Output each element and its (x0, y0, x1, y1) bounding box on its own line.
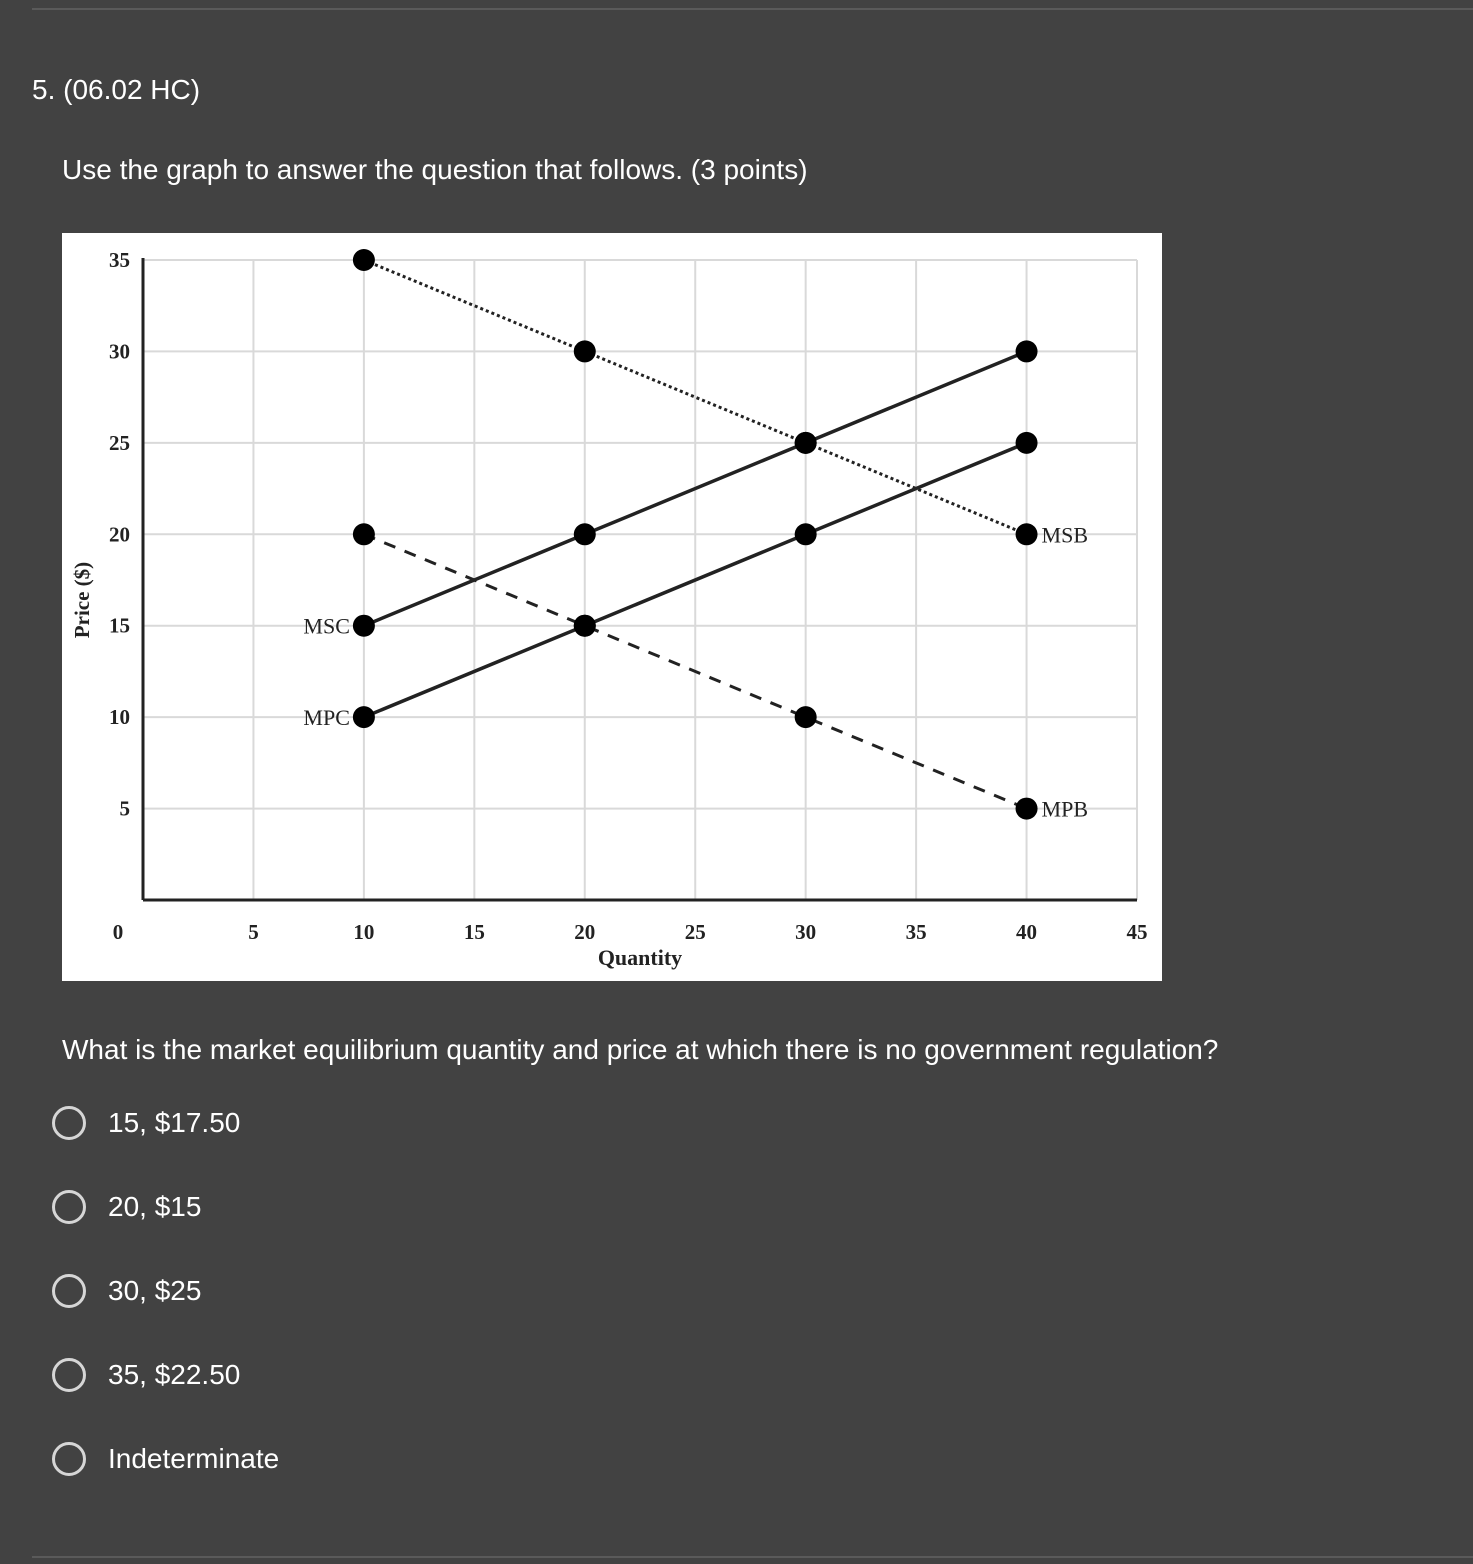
x-axis-label: Quantity (597, 945, 683, 970)
x-tick-label: 30 (795, 920, 817, 944)
question-prompt: What is the market equilibrium quantity and price at which there is no government regulation? (62, 1034, 1219, 1065)
series-label-mpb: MPB (1041, 796, 1089, 822)
answer-option-a[interactable] (52, 1101, 240, 1145)
data-point-mpb (1016, 798, 1038, 820)
y-tick-label: 25 (109, 430, 130, 455)
answer-option-label: Indeterminate (108, 1443, 280, 1474)
answer-option-c[interactable] (52, 1269, 201, 1313)
radio-button[interactable] (52, 1358, 86, 1392)
data-point-mpc (1016, 432, 1038, 454)
y-tick-label: 35 (109, 248, 130, 272)
question-instructions: Use the graph to answer the question that follows. (3 points) (62, 154, 808, 185)
y-tick-label: 20 (109, 522, 130, 547)
y-tick-label: 15 (109, 613, 130, 638)
answer-option-d[interactable] (52, 1353, 240, 1397)
answer-option-label: 15, $17.50 (108, 1107, 241, 1138)
answer-option-e[interactable] (52, 1437, 279, 1481)
x-tick-label: 5 (248, 920, 259, 944)
x-tick-label: 25 (684, 920, 706, 944)
answer-option-label: 20, $15 (108, 1191, 202, 1222)
x-tick-label: 45 (1126, 920, 1148, 944)
series-label-msc: MSC (303, 613, 350, 639)
x-tick-label: 15 (463, 920, 485, 944)
data-point-msc (353, 615, 375, 637)
series-label-mpc: MPC (303, 705, 350, 731)
data-point-mpc (353, 706, 375, 728)
data-point-msc (574, 523, 596, 545)
top-divider (32, 8, 1473, 10)
data-point-msb (353, 249, 375, 271)
radio-button[interactable] (52, 1190, 86, 1224)
data-point-msb (1016, 523, 1038, 545)
x-tick-label: 0 (112, 920, 124, 944)
answer-option-b[interactable] (52, 1185, 201, 1229)
x-tick-label: 20 (574, 920, 596, 944)
radio-button[interactable] (52, 1274, 86, 1308)
y-tick-label: 5 (119, 796, 130, 821)
bottom-divider (32, 1556, 1473, 1558)
y-axis-label: Price ($) (70, 561, 94, 639)
data-point-mpb (795, 706, 817, 728)
x-tick-label: 35 (905, 920, 927, 944)
externality-chart (62, 233, 1162, 981)
radio-button[interactable] (52, 1442, 86, 1476)
data-point-msb (574, 340, 596, 362)
x-tick-label: 10 (353, 920, 375, 944)
x-tick-label: 40 (1016, 920, 1038, 944)
series-label-msb: MSB (1041, 522, 1089, 548)
question-number: 5. (06.02 HC) (32, 74, 201, 105)
answer-option-label: 30, $25 (108, 1275, 202, 1306)
y-tick-label: 30 (109, 339, 130, 364)
y-tick-label: 10 (109, 705, 130, 730)
data-point-mpc (795, 523, 817, 545)
answer-option-label: 35, $22.50 (108, 1359, 241, 1390)
data-point-msc (1016, 340, 1038, 362)
data-point-mpb (353, 523, 375, 545)
radio-button[interactable] (52, 1106, 86, 1140)
data-point-msc (795, 432, 817, 454)
graph-image (62, 233, 1162, 981)
data-point-mpc (574, 615, 596, 637)
